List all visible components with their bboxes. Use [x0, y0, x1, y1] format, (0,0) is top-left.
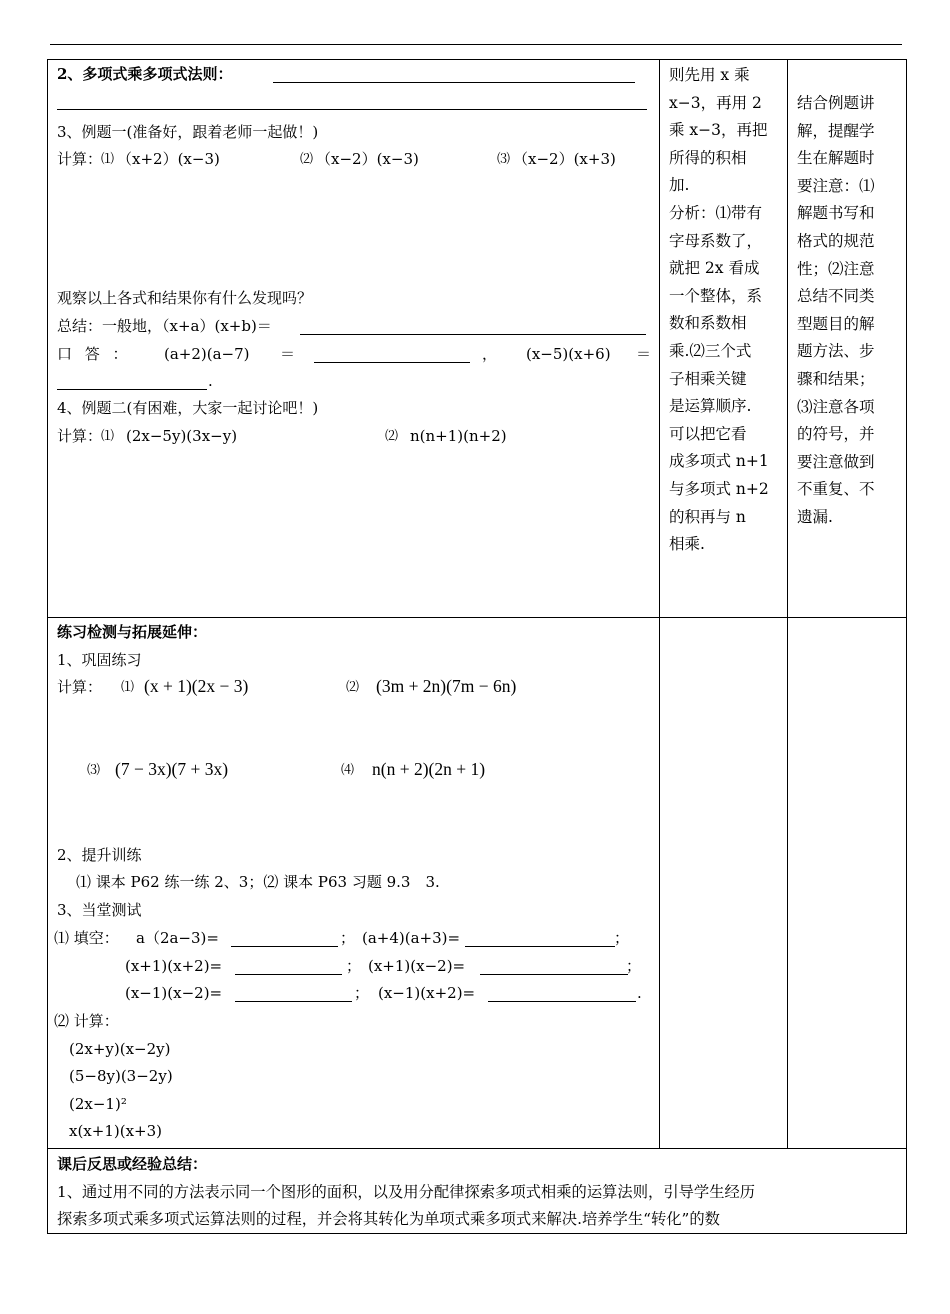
method-line: 分析：⑴带有 [669, 204, 763, 222]
consolidate-heading: 1、巩固练习 [57, 651, 142, 669]
oral-blank-a [314, 362, 470, 363]
oral-comma: ， [482, 345, 498, 363]
lesson-table [47, 59, 907, 1234]
observe-question: 观察以上各式和结果你有什么发现吗？ [57, 289, 313, 307]
improve-items: ⑴ 课本 P62 练一练 2、3；⑵ 课本 P63 习题 9.3 3. [76, 873, 440, 891]
method-line: 成多项式 n+1 [669, 452, 769, 471]
rule-blank-1 [273, 82, 635, 83]
example1-item1: （x+2）(x−3) [117, 150, 220, 168]
reflection-line-2: 探索多项式乘多项式运算法则的过程，并会将其转化为单项式乘多项式来解决.培养学生“转化”的数 [57, 1210, 720, 1228]
method-notes-cell [660, 60, 788, 618]
fill-semicolon: ； [340, 929, 356, 947]
teaching-line: 型题目的解 [797, 314, 875, 333]
practice-item1: (x + 1)(2x − 3) [144, 676, 249, 696]
calc2-label: ⑵ 计算： [54, 1012, 119, 1030]
method-line: 加. [669, 176, 690, 195]
fill-blank-5 [235, 1001, 352, 1002]
row-reflection [48, 1149, 907, 1234]
calc2-item2: (5−8y)(3−2y) [69, 1067, 173, 1085]
fill-blank-1 [231, 946, 338, 947]
teaching-line: 解题书写和 [797, 204, 875, 223]
example2-item1: (2x−5y)(3x−y) [126, 427, 238, 445]
method-line: 数和系数相 [669, 314, 747, 333]
teaching-line: 骤和结果； [797, 370, 875, 388]
method-line: 乘.⑵三个式 [669, 342, 752, 360]
teaching-line: 结合例题讲 [797, 94, 875, 112]
fill-semicolon: ； [346, 957, 362, 975]
example2-calc-label: 计算： [57, 427, 103, 445]
method-line: 就把 2x 看成 [669, 259, 760, 278]
example2-item1-num: ⑴ [101, 429, 115, 444]
summary-line: 总结：一般地，（x+a）(x+b)＝ [57, 317, 272, 335]
fill-blank-6 [488, 1001, 636, 1002]
oral-answer-label: 口 答 ： [57, 345, 132, 363]
example1-calc-label: 计算： [57, 150, 103, 168]
practice-notes-cell-2 [660, 618, 788, 1149]
improve-heading: 2、提升训练 [57, 846, 142, 864]
teaching-line: 格式的规范 [797, 232, 875, 250]
fill-end: . [637, 984, 642, 1002]
example2-title: 4、例题二(有困难，大家一起讨论吧！) [57, 399, 319, 417]
practice-item4-num: ⑷ [341, 763, 355, 778]
method-line: 乘 x−3，再把 [669, 121, 768, 140]
oral-answer-b: (x−5)(x+6) [526, 345, 611, 363]
method-line: 字母系数了， [669, 231, 763, 250]
practice-notes-cell-3 [788, 618, 907, 1149]
test-heading: 3、当堂测试 [57, 901, 142, 919]
teaching-line: 总结不同类 [797, 287, 875, 306]
teaching-line: 的符号，并 [797, 425, 875, 444]
practice-item2-num: ⑵ [346, 680, 360, 695]
fill-semicolon: ； [626, 957, 642, 975]
oral-eq-2: ＝ [636, 345, 652, 363]
teaching-line: 题方法、步 [797, 342, 875, 361]
method-line: 是运算顺序. [669, 397, 752, 416]
practice-item2: (3m + 2n)(7m − 6n) [376, 676, 517, 696]
fill-q4: (x+1)(x−2)= [368, 957, 466, 975]
example1-item3: （x−2）(x+3) [513, 150, 616, 168]
method-line: 一个整体，系 [669, 286, 763, 305]
method-line: 子相乘关键 [669, 369, 747, 388]
oral-period: . [208, 372, 213, 390]
example1-title: 3、例题一(准备好，跟着老师一起做！) [57, 123, 319, 141]
oral-eq-1: ＝ [280, 345, 296, 363]
reflection-cell [48, 1149, 907, 1234]
practice-item3: (7 − 3x)(7 + 3x) [115, 759, 229, 779]
oral-answer-a: (a+2)(a−7) [164, 345, 250, 363]
header-rule [50, 44, 902, 45]
fill-blank-2 [465, 946, 615, 947]
calc2-item3: (2x−1)² [69, 1095, 127, 1113]
method-line: 的积再与 n [669, 507, 746, 526]
practice-item3-num: ⑶ [87, 763, 101, 778]
fill-q1: a（2a−3)= [136, 929, 219, 947]
oral-blank-b [57, 389, 207, 390]
teaching-line: 遗漏. [797, 508, 833, 526]
rule-blank-2 [57, 109, 647, 110]
teaching-line: 要注意：⑴ [797, 176, 875, 195]
fill-semicolon: ； [614, 929, 630, 947]
example1-item2: （x−2）(x−3) [316, 150, 419, 168]
fill-semicolon: ； [354, 984, 370, 1002]
summary-blank [300, 334, 646, 335]
fill-q6: (x−1)(x+2)= [378, 984, 476, 1002]
example1-item2-num: ⑵ [300, 152, 314, 167]
practice-calc-label: 计算： [57, 678, 103, 696]
method-line: x−3，再用 2 [669, 93, 762, 112]
method-line: 相乘. [669, 535, 705, 554]
teaching-line: 要注意做到 [797, 452, 875, 471]
method-line: 则先用 x 乘 [669, 66, 750, 84]
calc2-item1: (2x+y)(x−2y) [69, 1040, 171, 1058]
fill-blank-3 [235, 974, 342, 975]
teaching-line: 性；⑵注意 [797, 259, 875, 278]
teaching-line: 解，提醒学 [797, 121, 875, 140]
rule-heading: 2、多项式乘多项式法则： [57, 65, 233, 83]
method-line: 与多项式 n+2 [669, 480, 769, 498]
fill-q5: (x−1)(x−2)= [125, 984, 223, 1002]
teaching-notes-cell [788, 60, 907, 618]
practice-item1-num: ⑴ [121, 680, 135, 695]
example1-item1-num: ⑴ [101, 152, 115, 167]
example2-item2: n(n+1)(n+2) [410, 427, 507, 445]
reflection-heading: 课后反思或经验总结： [57, 1155, 208, 1173]
example1-item3-num: ⑶ [497, 152, 511, 167]
method-line: 所得的积相 [669, 148, 747, 167]
practice-item4: n(n + 2)(2n + 1) [372, 759, 486, 779]
teaching-line: 生在解题时 [797, 149, 875, 168]
teaching-line: 不重复、不 [797, 480, 875, 499]
row-practice [48, 618, 907, 1149]
example2-item2-num: ⑵ [385, 429, 399, 444]
practice-heading: 练习检测与拓展延伸： [57, 623, 208, 641]
teaching-line: ⑶注意各项 [797, 397, 875, 416]
calc2-item4: x(x+1)(x+3) [69, 1122, 163, 1140]
fill-blank-4 [480, 974, 628, 975]
row-examples [48, 60, 907, 618]
method-line: 可以把它看 [669, 424, 747, 443]
fill-q3: (x+1)(x+2)= [125, 957, 223, 975]
fill-q2: (a+4)(a+3)= [362, 929, 461, 947]
practice-cell [48, 618, 660, 1149]
examples-cell [48, 60, 660, 618]
fill-label: ⑴ 填空： [54, 929, 119, 947]
reflection-line-1: 1、通过用不同的方法表示同一个图形的面积，以及用分配律探索多项式相乘的运算法则，引导学生经历 [57, 1183, 756, 1201]
